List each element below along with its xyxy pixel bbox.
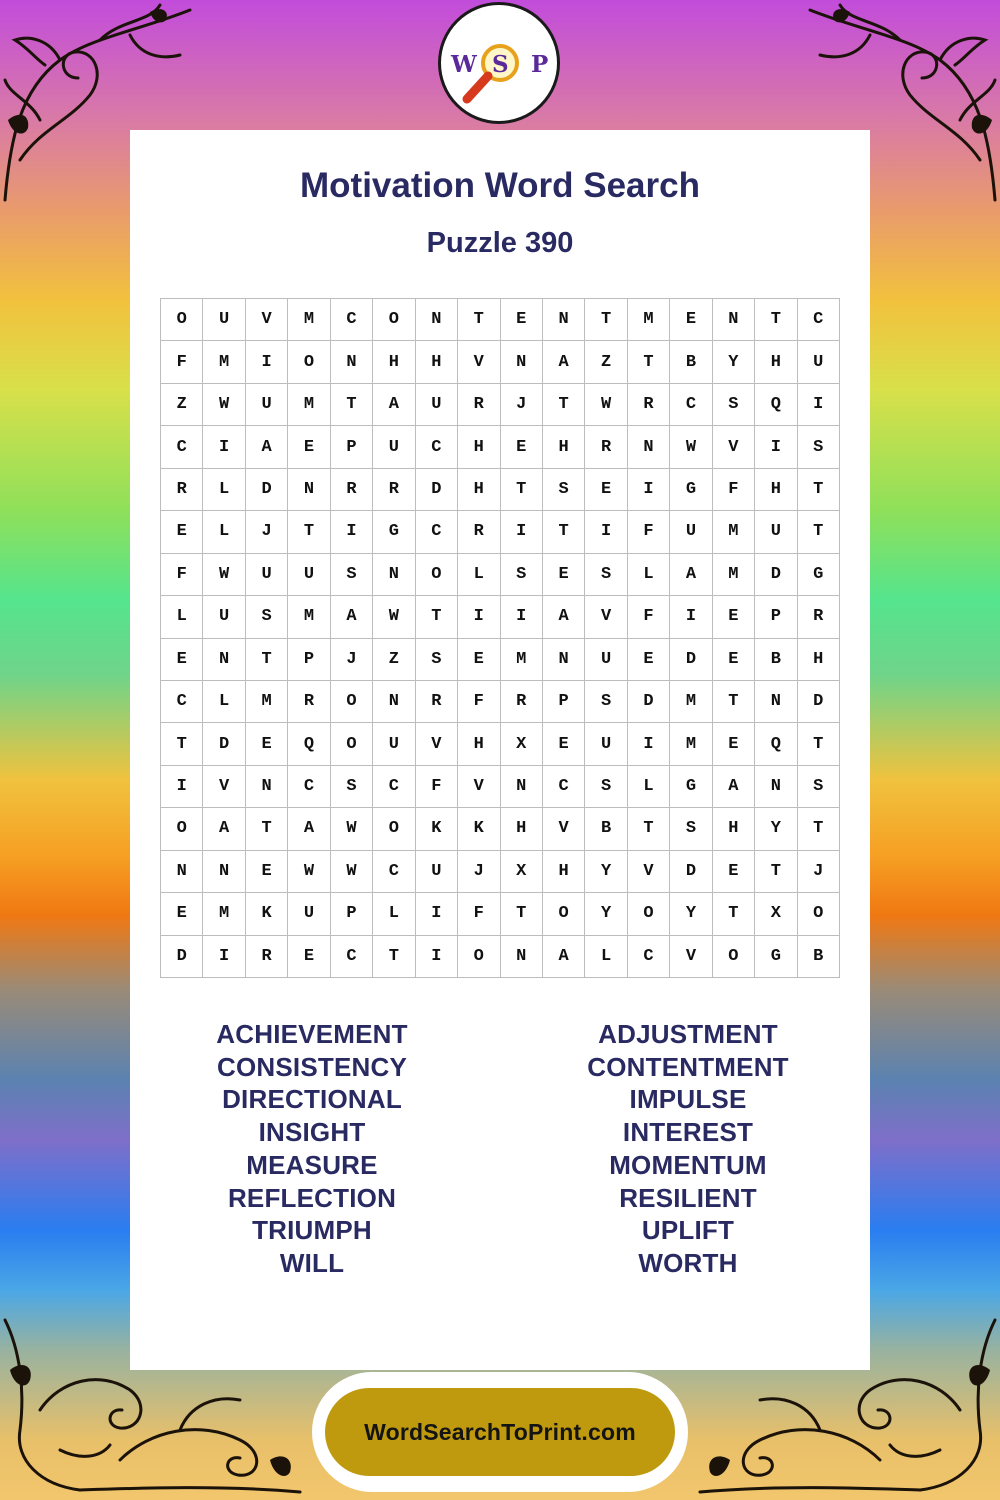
grid-cell[interactable]: V: [203, 766, 245, 808]
grid-cell[interactable]: L: [373, 893, 415, 935]
word-list-item: WILL: [279, 1247, 345, 1278]
grid-cell[interactable]: T: [585, 299, 627, 341]
grid-cell[interactable]: N: [543, 299, 585, 341]
word-list-item: RESILIENT: [619, 1182, 757, 1213]
grid-cell[interactable]: C: [161, 426, 203, 468]
grid-cell[interactable]: O: [331, 723, 373, 765]
word-list-item: DIRECTIONAL: [222, 1084, 402, 1115]
grid-cell[interactable]: H: [416, 341, 458, 383]
grid-cell[interactable]: N: [713, 299, 755, 341]
grid-cell[interactable]: Z: [585, 341, 627, 383]
grid-cell[interactable]: H: [458, 426, 500, 468]
grid-cell[interactable]: L: [585, 936, 627, 978]
grid-cell[interactable]: I: [246, 341, 288, 383]
word-list-item: UPLIFT: [641, 1215, 735, 1246]
grid-cell[interactable]: G: [755, 936, 797, 978]
grid-cell[interactable]: V: [670, 936, 712, 978]
grid-cell[interactable]: N: [755, 681, 797, 723]
word-list-item: IMPULSE: [629, 1084, 747, 1115]
grid-cell[interactable]: S: [246, 596, 288, 638]
grid-cell[interactable]: V: [585, 596, 627, 638]
grid-cell[interactable]: I: [585, 511, 627, 553]
grid-cell[interactable]: I: [628, 469, 670, 511]
grid-cell[interactable]: F: [161, 554, 203, 596]
grid-cell[interactable]: G: [670, 469, 712, 511]
grid-cell[interactable]: H: [373, 341, 415, 383]
grid-cell[interactable]: N: [416, 299, 458, 341]
grid-cell[interactable]: M: [670, 723, 712, 765]
grid-cell[interactable]: B: [585, 808, 627, 850]
grid-cell[interactable]: V: [543, 808, 585, 850]
grid-cell[interactable]: M: [288, 384, 330, 426]
grid-cell[interactable]: C: [373, 851, 415, 893]
grid-cell[interactable]: D: [755, 554, 797, 596]
grid-cell[interactable]: S: [501, 554, 543, 596]
grid-cell[interactable]: W: [331, 808, 373, 850]
grid-cell[interactable]: N: [203, 639, 245, 681]
grid-cell[interactable]: U: [373, 426, 415, 468]
grid-cell[interactable]: H: [458, 469, 500, 511]
grid-cell[interactable]: E: [161, 639, 203, 681]
grid-cell[interactable]: C: [670, 384, 712, 426]
grid-cell[interactable]: M: [246, 681, 288, 723]
grid-cell[interactable]: L: [458, 554, 500, 596]
grid-cell[interactable]: C: [543, 766, 585, 808]
grid-cell[interactable]: C: [288, 766, 330, 808]
grid-cell[interactable]: U: [585, 639, 627, 681]
grid-cell[interactable]: M: [203, 341, 245, 383]
word-list-item: CONSISTENCY: [216, 1051, 407, 1082]
grid-cell[interactable]: O: [161, 808, 203, 850]
website-link-text: WordSearchToPrint.com: [364, 1418, 636, 1445]
grid-cell[interactable]: D: [203, 723, 245, 765]
word-list-item: INTEREST: [622, 1117, 754, 1148]
grid-cell[interactable]: E: [501, 299, 543, 341]
grid-cell[interactable]: N: [628, 426, 670, 468]
grid-cell[interactable]: E: [246, 723, 288, 765]
grid-cell[interactable]: U: [203, 299, 245, 341]
grid-cell[interactable]: R: [458, 384, 500, 426]
grid-cell[interactable]: L: [161, 596, 203, 638]
grid-cell[interactable]: V: [416, 723, 458, 765]
grid-cell[interactable]: S: [713, 384, 755, 426]
website-link-button[interactable]: [325, 1388, 675, 1476]
grid-cell[interactable]: U: [585, 723, 627, 765]
grid-cell[interactable]: R: [373, 469, 415, 511]
grid-cell[interactable]: T: [458, 299, 500, 341]
grid-cell[interactable]: P: [288, 639, 330, 681]
grid-cell[interactable]: E: [543, 723, 585, 765]
grid-cell[interactable]: G: [798, 554, 840, 596]
puzzle-card: [130, 130, 870, 1370]
grid-cell[interactable]: M: [713, 554, 755, 596]
grid-cell[interactable]: Q: [755, 723, 797, 765]
grid-cell[interactable]: C: [416, 511, 458, 553]
grid-cell[interactable]: W: [373, 596, 415, 638]
grid-cell[interactable]: E: [628, 639, 670, 681]
grid-cell[interactable]: S: [331, 766, 373, 808]
grid-cell[interactable]: X: [501, 851, 543, 893]
grid-cell[interactable]: T: [543, 511, 585, 553]
grid-cell[interactable]: X: [501, 723, 543, 765]
grid-cell[interactable]: U: [373, 723, 415, 765]
grid-cell[interactable]: Q: [755, 384, 797, 426]
grid-cell[interactable]: E: [458, 639, 500, 681]
grid-cell[interactable]: I: [501, 596, 543, 638]
grid-cell[interactable]: U: [288, 554, 330, 596]
grid-cell[interactable]: D: [670, 639, 712, 681]
grid-cell[interactable]: C: [416, 426, 458, 468]
grid-cell[interactable]: R: [288, 681, 330, 723]
grid-cell[interactable]: A: [670, 554, 712, 596]
grid-cell[interactable]: I: [161, 766, 203, 808]
word-list-item: MEASURE: [246, 1149, 378, 1180]
grid-cell[interactable]: O: [161, 299, 203, 341]
grid-cell[interactable]: M: [288, 596, 330, 638]
grid-cell[interactable]: F: [628, 511, 670, 553]
grid-cell[interactable]: J: [331, 639, 373, 681]
grid-cell[interactable]: O: [373, 808, 415, 850]
word-list-item: WORTH: [638, 1247, 738, 1278]
grid-cell[interactable]: D: [670, 851, 712, 893]
grid-cell[interactable]: T: [543, 384, 585, 426]
grid-cell[interactable]: A: [373, 384, 415, 426]
grid-cell[interactable]: S: [543, 469, 585, 511]
word-list-item: MOMENTUM: [609, 1149, 767, 1180]
grid-cell[interactable]: T: [798, 723, 840, 765]
grid-cell[interactable]: T: [246, 639, 288, 681]
grid-cell[interactable]: Y: [713, 341, 755, 383]
logo-letter-p: P: [531, 51, 549, 78]
grid-cell[interactable]: T: [501, 469, 543, 511]
word-list-item: TRIUMPH: [252, 1215, 372, 1246]
grid-cell[interactable]: I: [628, 723, 670, 765]
grid-cell[interactable]: E: [713, 596, 755, 638]
grid-cell[interactable]: Y: [755, 808, 797, 850]
grid-cell[interactable]: V: [628, 851, 670, 893]
grid-cell[interactable]: C: [161, 681, 203, 723]
grid-cell[interactable]: N: [373, 554, 415, 596]
grid-cell[interactable]: T: [713, 681, 755, 723]
grid-cell[interactable]: M: [203, 893, 245, 935]
grid-cell[interactable]: P: [331, 426, 373, 468]
grid-cell[interactable]: T: [161, 723, 203, 765]
grid-cell[interactable]: D: [246, 469, 288, 511]
grid-cell[interactable]: J: [458, 851, 500, 893]
grid-cell[interactable]: H: [755, 341, 797, 383]
grid-cell[interactable]: R: [246, 936, 288, 978]
grid-cell[interactable]: I: [416, 893, 458, 935]
grid-cell[interactable]: K: [416, 808, 458, 850]
grid-cell[interactable]: E: [288, 426, 330, 468]
grid-cell[interactable]: S: [585, 766, 627, 808]
grid-cell[interactable]: J: [246, 511, 288, 553]
grid-cell[interactable]: S: [670, 808, 712, 850]
grid-cell[interactable]: U: [203, 596, 245, 638]
grid-cell[interactable]: I: [670, 596, 712, 638]
grid-cell[interactable]: H: [713, 808, 755, 850]
grid-cell[interactable]: U: [416, 384, 458, 426]
grid-cell[interactable]: C: [628, 936, 670, 978]
grid-cell[interactable]: T: [628, 808, 670, 850]
grid-cell[interactable]: M: [288, 299, 330, 341]
grid-cell[interactable]: R: [416, 681, 458, 723]
grid-cell[interactable]: M: [628, 299, 670, 341]
grid-cell[interactable]: B: [798, 936, 840, 978]
grid-cell[interactable]: T: [416, 596, 458, 638]
grid-cell[interactable]: K: [458, 808, 500, 850]
puzzle-number: Puzzle 390: [426, 227, 574, 259]
grid-cell[interactable]: L: [628, 766, 670, 808]
grid-cell[interactable]: O: [373, 299, 415, 341]
grid-cell[interactable]: E: [543, 554, 585, 596]
grid-cell[interactable]: C: [373, 766, 415, 808]
grid-cell[interactable]: H: [543, 851, 585, 893]
grid-cell[interactable]: U: [670, 511, 712, 553]
grid-cell[interactable]: E: [670, 299, 712, 341]
grid-cell[interactable]: A: [543, 341, 585, 383]
word-list-item: CONTENTMENT: [587, 1051, 789, 1082]
grid-cell[interactable]: I: [203, 936, 245, 978]
grid-cell[interactable]: I: [798, 384, 840, 426]
grid-cell[interactable]: T: [246, 808, 288, 850]
word-list-item: INSIGHT: [258, 1117, 366, 1148]
grid-cell[interactable]: L: [628, 554, 670, 596]
grid-cell[interactable]: S: [585, 681, 627, 723]
grid-cell[interactable]: F: [458, 681, 500, 723]
grid-cell[interactable]: Y: [670, 893, 712, 935]
grid-cell[interactable]: V: [246, 299, 288, 341]
grid-cell[interactable]: P: [755, 596, 797, 638]
grid-cell[interactable]: O: [331, 681, 373, 723]
grid-cell[interactable]: T: [628, 341, 670, 383]
site-logo[interactable]: [438, 2, 560, 124]
grid-cell[interactable]: O: [458, 936, 500, 978]
grid-cell[interactable]: A: [288, 808, 330, 850]
grid-cell[interactable]: E: [501, 426, 543, 468]
page-title: Motivation Word Search: [300, 166, 700, 205]
word-list-left: [152, 1018, 472, 1280]
grid-cell[interactable]: D: [416, 469, 458, 511]
logo-letter-s: S: [492, 51, 509, 78]
grid-cell[interactable]: T: [755, 851, 797, 893]
grid-cell[interactable]: C: [798, 299, 840, 341]
grid-cell[interactable]: W: [585, 384, 627, 426]
grid-cell[interactable]: R: [585, 426, 627, 468]
grid-cell[interactable]: G: [670, 766, 712, 808]
grid-cell[interactable]: S: [416, 639, 458, 681]
grid-cell[interactable]: F: [628, 596, 670, 638]
grid-cell[interactable]: Y: [585, 851, 627, 893]
grid-cell[interactable]: T: [798, 511, 840, 553]
grid-cell[interactable]: J: [798, 851, 840, 893]
grid-cell[interactable]: X: [755, 893, 797, 935]
grid-cell[interactable]: U: [288, 893, 330, 935]
grid-cell[interactable]: W: [203, 384, 245, 426]
grid-cell[interactable]: H: [798, 639, 840, 681]
grid-cell[interactable]: A: [713, 766, 755, 808]
grid-cell[interactable]: V: [713, 426, 755, 468]
grid-cell[interactable]: D: [161, 936, 203, 978]
grid-cell[interactable]: F: [458, 893, 500, 935]
grid-cell[interactable]: D: [628, 681, 670, 723]
grid-cell[interactable]: E: [161, 511, 203, 553]
grid-cell[interactable]: T: [373, 936, 415, 978]
grid-cell[interactable]: S: [585, 554, 627, 596]
grid-cell[interactable]: M: [501, 639, 543, 681]
grid-cell[interactable]: T: [798, 469, 840, 511]
grid-cell[interactable]: L: [203, 681, 245, 723]
word-list-right: [528, 1018, 848, 1280]
grid-cell[interactable]: W: [670, 426, 712, 468]
grid-cell[interactable]: N: [331, 341, 373, 383]
grid-cell[interactable]: V: [458, 341, 500, 383]
grid-cell[interactable]: T: [798, 808, 840, 850]
grid-cell[interactable]: R: [161, 469, 203, 511]
grid-cell[interactable]: E: [713, 851, 755, 893]
grid-cell[interactable]: O: [543, 893, 585, 935]
grid-cell[interactable]: T: [713, 893, 755, 935]
grid-cell[interactable]: V: [458, 766, 500, 808]
grid-cell[interactable]: T: [331, 384, 373, 426]
grid-cell[interactable]: L: [203, 469, 245, 511]
grid-cell[interactable]: E: [161, 893, 203, 935]
grid-cell[interactable]: T: [755, 299, 797, 341]
grid-cell[interactable]: J: [501, 384, 543, 426]
grid-cell[interactable]: U: [246, 384, 288, 426]
grid-cell[interactable]: N: [246, 766, 288, 808]
grid-cell[interactable]: B: [670, 341, 712, 383]
grid-cell[interactable]: A: [331, 596, 373, 638]
grid-cell[interactable]: E: [585, 469, 627, 511]
grid-cell[interactable]: I: [501, 511, 543, 553]
grid-cell[interactable]: Z: [161, 384, 203, 426]
grid-cell[interactable]: N: [501, 936, 543, 978]
grid-cell[interactable]: N: [203, 851, 245, 893]
grid-cell[interactable]: E: [288, 936, 330, 978]
word-list-item: REFLECTION: [227, 1182, 397, 1213]
grid-cell[interactable]: B: [755, 639, 797, 681]
grid-cell[interactable]: N: [501, 341, 543, 383]
grid-cell[interactable]: R: [331, 469, 373, 511]
grid-cell[interactable]: O: [416, 554, 458, 596]
grid-cell[interactable]: H: [501, 808, 543, 850]
grid-cell[interactable]: C: [331, 936, 373, 978]
grid-cell[interactable]: N: [501, 766, 543, 808]
grid-cell[interactable]: Z: [373, 639, 415, 681]
grid-cell[interactable]: M: [713, 511, 755, 553]
grid-cell[interactable]: W: [203, 554, 245, 596]
grid-cell[interactable]: N: [161, 851, 203, 893]
grid-cell[interactable]: R: [628, 384, 670, 426]
logo-letter-w: W: [451, 51, 477, 78]
grid-cell[interactable]: O: [288, 341, 330, 383]
grid-cell[interactable]: Q: [288, 723, 330, 765]
grid-cell[interactable]: O: [713, 936, 755, 978]
grid-cell[interactable]: M: [670, 681, 712, 723]
grid-cell[interactable]: I: [331, 511, 373, 553]
grid-cell[interactable]: N: [288, 469, 330, 511]
grid-cell[interactable]: N: [373, 681, 415, 723]
grid-cell[interactable]: F: [161, 341, 203, 383]
grid-cell[interactable]: Y: [585, 893, 627, 935]
grid-cell[interactable]: L: [203, 511, 245, 553]
grid-cell[interactable]: S: [798, 426, 840, 468]
grid-cell[interactable]: R: [798, 596, 840, 638]
grid-cell[interactable]: P: [331, 893, 373, 935]
grid-cell[interactable]: O: [798, 893, 840, 935]
grid-cell[interactable]: D: [798, 681, 840, 723]
grid-cell[interactable]: A: [543, 936, 585, 978]
grid-cell[interactable]: G: [373, 511, 415, 553]
grid-cell[interactable]: I: [755, 426, 797, 468]
grid-cell[interactable]: A: [203, 808, 245, 850]
word-list-item: ADJUSTMENT: [598, 1019, 778, 1049]
grid-cell[interactable]: S: [331, 554, 373, 596]
grid-cell[interactable]: R: [501, 681, 543, 723]
grid-cell[interactable]: I: [203, 426, 245, 468]
grid-cell[interactable]: S: [798, 766, 840, 808]
grid-cell[interactable]: U: [416, 851, 458, 893]
grid-cell[interactable]: O: [628, 893, 670, 935]
grid-cell[interactable]: E: [713, 723, 755, 765]
grid-cell[interactable]: H: [755, 469, 797, 511]
grid-cell[interactable]: R: [458, 511, 500, 553]
grid-cell[interactable]: K: [246, 893, 288, 935]
grid-cell[interactable]: I: [416, 936, 458, 978]
grid-cell[interactable]: H: [543, 426, 585, 468]
grid-cell[interactable]: W: [331, 851, 373, 893]
grid-cell[interactable]: W: [288, 851, 330, 893]
grid-cell[interactable]: P: [543, 681, 585, 723]
grid-cell[interactable]: U: [798, 341, 840, 383]
grid-cell[interactable]: A: [246, 426, 288, 468]
grid-cell[interactable]: N: [543, 639, 585, 681]
grid-cell[interactable]: T: [501, 893, 543, 935]
grid-cell[interactable]: C: [331, 299, 373, 341]
word-list-item: ACHIEVEMENT: [216, 1019, 408, 1049]
grid-cell[interactable]: N: [755, 766, 797, 808]
grid-cell[interactable]: U: [246, 554, 288, 596]
grid-cell[interactable]: U: [755, 511, 797, 553]
grid-cell[interactable]: T: [288, 511, 330, 553]
grid-cell[interactable]: F: [416, 766, 458, 808]
grid-cell[interactable]: A: [543, 596, 585, 638]
grid-cell[interactable]: E: [713, 639, 755, 681]
grid-cell[interactable]: I: [458, 596, 500, 638]
letter-grid: [160, 298, 840, 978]
grid-cell[interactable]: E: [246, 851, 288, 893]
grid-cell[interactable]: H: [458, 723, 500, 765]
grid-cell[interactable]: F: [713, 469, 755, 511]
